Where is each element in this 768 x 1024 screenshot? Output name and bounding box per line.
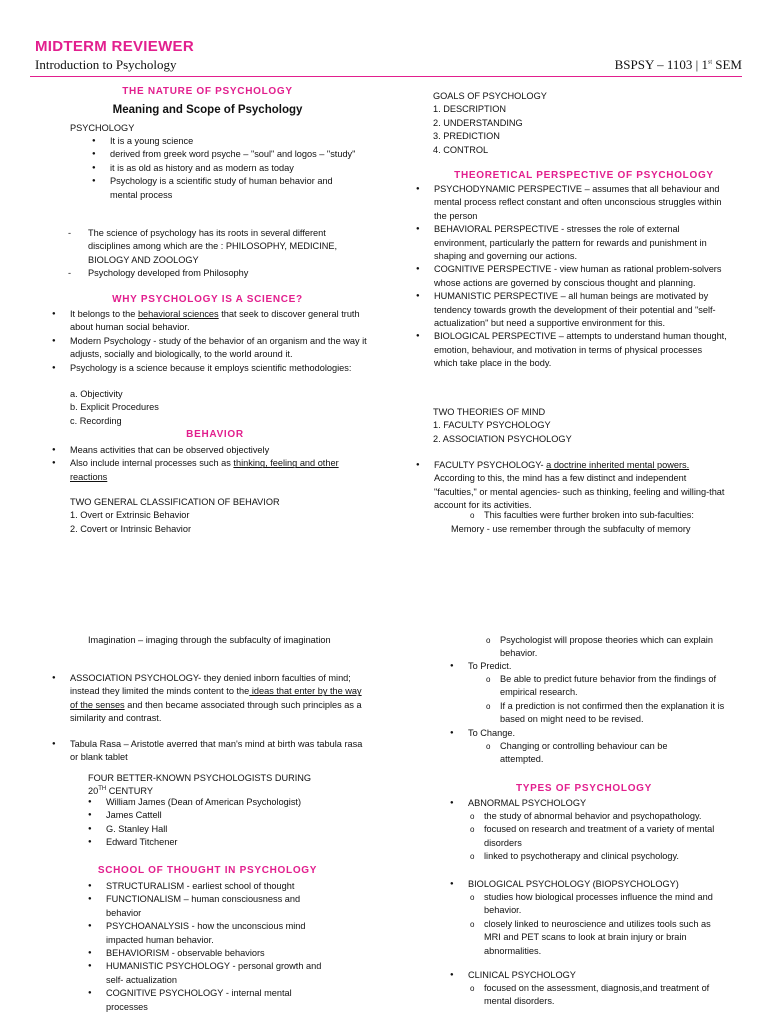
list-item: - The science of psychology has its roots in several different disciplines among which are the : PHILOSOPHY, MEDICINE, BIOLOGY AND ZOOLOGY	[68, 227, 368, 267]
list-item: ● Psychology is a scientific study of human behavior and mental process	[92, 175, 342, 202]
heading-meaning: Meaning and Scope of Psychology	[112, 104, 303, 116]
list-item: ● Also include internal processes such as thinking, feeling and other reactions	[52, 457, 370, 484]
list-item: o linked to psychotherapy and clinical psychology.	[466, 850, 728, 863]
types-list-clinical	[450, 969, 740, 982]
document-subtitle: Introduction to Psychology	[35, 57, 177, 72]
list-item: ● BEHAVIORAL PERSPECTIVE - stresses the role of external environment, particularly the pattern for rewards and punishment in shaping and governing our actions.	[416, 223, 728, 263]
list-item: 3. PREDICTION	[433, 131, 500, 142]
list-item: ● STRUCTURALISM - earliest school of thought	[88, 880, 348, 893]
change-sub-list	[482, 740, 682, 767]
predict-sub-list	[482, 673, 732, 727]
tabula-list	[52, 738, 370, 765]
list-item: ● James Cattell	[88, 809, 358, 822]
list-item: ● Means activities that can be observed objectively	[52, 444, 370, 457]
list-item: ● It is a young science	[92, 135, 362, 148]
list-item: ● it is as old as history and as modern as today	[92, 162, 362, 175]
list-item: o If a prediction is not confirmed then the explanation it is based on might need to be revised.	[482, 700, 732, 727]
list-item: ● PSYCHODYNAMIC PERSPECTIVE – assumes that all behaviour and mental process reflect constant and often unconscious struggles within the person	[416, 183, 728, 223]
list-item: ● COGNITIVE PSYCHOLOGY - internal mental processes	[88, 987, 348, 1014]
list-item: 1. FACULTY PSYCHOLOGY	[433, 420, 551, 431]
document-title: MIDTERM REVIEWER	[35, 38, 194, 55]
psych-bullet-list	[92, 135, 362, 202]
propose-list	[482, 634, 714, 661]
list-item: 4. CONTROL	[433, 144, 489, 155]
behavior-list	[52, 444, 370, 484]
clinical-sub-list	[466, 982, 728, 1009]
goals-title: GOALS OF PSYCHOLOGY	[433, 91, 547, 101]
course-label: BSPSY – 1103 | 1st SEM	[614, 57, 742, 72]
why-list	[52, 308, 370, 375]
list-item: 2. Covert or Intrinsic Behavior	[70, 523, 192, 534]
memory-text: Memory - use remember through the subfaculty of memory	[451, 524, 691, 534]
types-list-abnormal	[450, 797, 740, 810]
list-item: ● derived from greek word psyche – "soul" and logos – "study"	[92, 148, 362, 161]
list-item: 1. DESCRIPTION	[433, 104, 507, 115]
list-item: ● G. Stanley Hall	[88, 823, 358, 836]
list-item: 2. ASSOCIATION PSYCHOLOGY	[433, 433, 572, 444]
list-item: o studies how biological processes influence the mind and behavior.	[466, 891, 728, 918]
list-item: ● FUNCTIONALISM – human consciousness and behavior	[88, 893, 348, 920]
method-list	[70, 388, 159, 428]
goals-block	[433, 90, 547, 157]
list-item: ● BIOLOGICAL PSYCHOLOGY (BIOPSYCHOLOGY)	[450, 878, 740, 891]
list-item: ● It belongs to the behavioral sciences that seek to discover general truth about human social behavior.	[52, 308, 370, 335]
theories-mind-block	[433, 406, 572, 446]
list-item: ● BIOLOGICAL PERSPECTIVE – attempts to understand human thought, emotion, behaviour, and motivation in terms of physical processes which take place in the body.	[416, 330, 728, 370]
heading-types: TYPES OF PSYCHOLOGY	[515, 783, 653, 794]
list-item: ● HUMANISTIC PERSPECTIVE – all human beings are motivated by tendency towards growth the development of their potential and "self- actualization" but need a supportive environment for this.	[416, 290, 728, 330]
list-item: ● Edward Titchener	[88, 836, 358, 849]
heading-school-thought: SCHOOL OF THOUGHT IN PSYCHOLOGY	[97, 865, 318, 876]
list-item: ● BEHAVIORISM - observable behaviors	[88, 947, 348, 960]
abnormal-sub-list	[466, 810, 728, 864]
list-item: ● To Change.	[450, 727, 730, 740]
list-item: ● Modern Psychology - study of the behavior of an organism and the way it adjusts, socially and biologically, to the world around it.	[52, 335, 370, 362]
predict-list	[450, 660, 730, 673]
list-item: o Psychologist will propose theories which can explain behavior.	[482, 634, 714, 661]
faculty-sub-list	[466, 509, 726, 522]
list-item: o focused on the assessment, diagnosis,and treatment of mental disorders.	[466, 982, 728, 1009]
heading-theoretical: THEORETICAL PERSPECTIVE OF PSYCHOLOGY	[454, 170, 714, 181]
list-item: b. Explicit Procedures	[70, 402, 159, 413]
list-item: ● Psychology is a science because it employs scientific methodologies:	[52, 362, 370, 375]
types-list-biological	[450, 878, 740, 891]
list-item: ● Tabula Rasa – Aristotle averred that man's mind at birth was tabula rasa or blank tablet	[52, 738, 370, 765]
dash-list	[68, 227, 368, 281]
list-item: o focused on research and treatment of a variety of mental disorders	[466, 823, 728, 850]
list-item: o closely linked to neuroscience and utilizes tools such as MRI and PET scans to look at brain injury or brain abnormalities.	[466, 918, 728, 958]
heading-nature: THE NATURE OF PSYCHOLOGY	[122, 86, 293, 97]
list-item: ● HUMANISTIC PSYCHOLOGY - personal growth and self- actualization	[88, 960, 348, 987]
list-item: ● ABNORMAL PSYCHOLOGY	[450, 797, 740, 810]
header-rule	[30, 76, 742, 77]
change-list	[450, 727, 730, 740]
biological-sub-list	[466, 891, 728, 958]
list-item: ● ASSOCIATION PSYCHOLOGY- they denied inborn faculties of mind; instead they limited the minds content to the ideas that enter by the way of the senses and then became associated through such principles as a similarity and contrast.	[52, 672, 370, 726]
list-item: c. Recording	[70, 415, 122, 426]
four-psych-title: FOUR BETTER-KNOWN PSYCHOLOGISTS DURING 20TH CENTURY	[88, 773, 312, 797]
classification-title: TWO GENERAL CLASSIFICATION OF BEHAVIOR	[70, 497, 280, 507]
four-psych-list	[88, 796, 358, 850]
list-item: o Changing or controlling behaviour can be attempted.	[482, 740, 682, 767]
list-item: o Be able to predict future behavior from the findings of empirical research.	[482, 673, 732, 700]
classification-block	[70, 496, 280, 536]
list-item: o This faculties were further broken into sub-faculties:	[466, 509, 726, 522]
list-item: 1. Overt or Extrinsic Behavior	[70, 510, 190, 521]
theoretical-list	[416, 183, 728, 371]
list-item: a. Objectivity	[70, 389, 123, 399]
list-item: ● FACULTY PSYCHOLOGY- a doctrine inherited mental powers. According to this, the mind has a few distinct and independent "faculties," or mental agencies- such as thinking, feeling and willing-that account for its activities.	[416, 459, 728, 513]
heading-behavior: BEHAVIOR	[186, 429, 244, 440]
list-item: o the study of abnormal behavior and psychopathology.	[466, 810, 728, 823]
association-list	[52, 672, 370, 726]
imagination-text: Imagination – imaging through the subfaculty of imagination	[88, 635, 331, 645]
theories-title: TWO THEORIES OF MIND	[433, 407, 546, 417]
school-list	[88, 880, 348, 1014]
heading-why-science: WHY PSYCHOLOGY IS A SCIENCE?	[112, 294, 303, 305]
list-item: 2. UNDERSTANDING	[433, 117, 523, 128]
list-item: ● To Predict.	[450, 660, 730, 673]
list-item: ● William James (Dean of American Psychologist)	[88, 796, 358, 809]
psychology-label: PSYCHOLOGY	[70, 123, 135, 133]
list-item: ● CLINICAL PSYCHOLOGY	[450, 969, 740, 982]
list-item: - Psychology developed from Philosophy	[68, 267, 368, 280]
list-item: ● COGNITIVE PERSPECTIVE - view human as rational problem-solvers whose actions are governed by conscious thought and planning.	[416, 263, 728, 290]
faculty-list	[416, 459, 728, 513]
list-item: ● PSYCHOANALYSIS - how the unconscious mind impacted human behavior.	[88, 920, 348, 947]
